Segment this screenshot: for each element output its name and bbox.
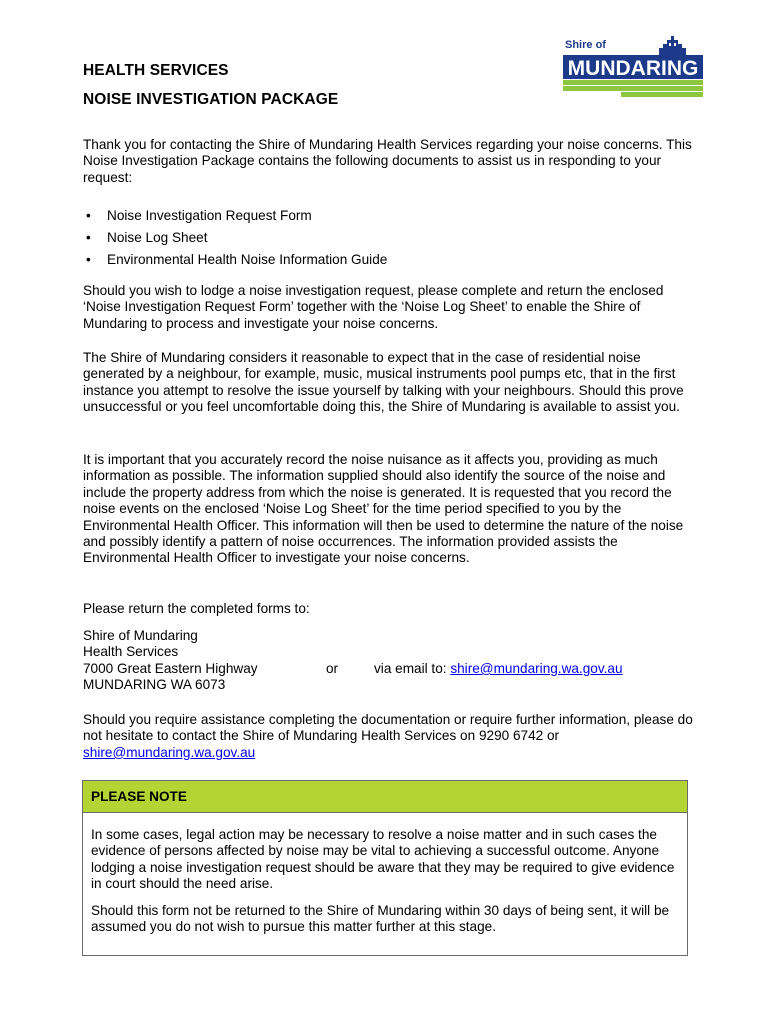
address-line: MUNDARING WA 6073 [83,677,226,693]
please-note-heading: PLEASE NOTE [83,781,687,813]
assistance-paragraph [83,712,703,761]
email-link[interactable]: shire@mundaring.wa.gov.au [450,661,623,676]
list-item [83,205,387,227]
note-paragraph: Should this form not be returned to the Shire of Mundaring within 30 days of being sent, it will be assumed you do not wish to pursue this matter further at this stage. [91,902,670,935]
please-note-box [82,780,688,956]
list-item-label: Noise Log Sheet [107,230,208,245]
email-link-contact[interactable]: shire@mundaring.wa.gov.au [83,744,256,760]
important-paragraph: It is important that you accurately record the noise nuisance as it affects you, providing as much information as possible. The information supplied should also identify the source of the noise and include the property address from which the noise is generated. It is requested that you record the noise events on the enclosed ‘Noise Log Sheet’ for the time period specified to you by the Environmental Health Officer. This information will then be used to determine the nature of the noise and possibly identify a pattern of noise occurrences. The information provided assists the Environmental Health Officer to investigate your noise concerns. [83,452,684,566]
bullet-icon: • [86,230,91,245]
shire-logo-graphic [563,34,703,100]
address-line: Health Services [83,644,179,660]
bullet-icon: • [86,252,91,267]
email-option [374,661,623,677]
shire-logo [563,34,703,100]
logo-line1: Shire of [565,39,606,51]
note-paragraph: In some cases, legal action may be necessary to resolve a noise matter and in such cases the evidence of persons affected by noise may be vital to achieving a successful outcome. Anyone lodging a noise investigation request should be aware that they may be required to give evidence in court should the need arise. [91,827,675,892]
assistance-text: Should you require assistance completing the documentation or require further information, please do not hesitate to contact the Shire of Mundaring Health Services on 9290 6742 or [83,712,693,744]
list-item-label: Environmental Health Noise Information Guide [107,252,388,267]
or-separator: or [326,661,339,676]
bullet-icon: • [86,208,91,223]
section-title: HEALTH SERVICES [83,62,229,79]
address-line: 7000 Great Eastern Highway [83,660,258,676]
return-instruction: Please return the completed forms to: [83,601,310,616]
lodge-paragraph: Should you wish to lodge a noise investigation request, please complete and return the enclosed ‘Noise Investigation Request Form’ together with the ‘Noise Log Sheet’ to enable the Shire of Mundaring to process and investigate your noise concerns. [83,283,664,331]
reasonable-paragraph: The Shire of Mundaring considers it reasonable to expect that in the case of residential noise generated by a neighbour, for example, music, musical instruments pool pumps etc, that in the first instance you attempt to resolve the issue yourself by talking with your neighbours. Should this prove unsuccessful or you feel uncomfortable doing this, the Shire of Mundaring is available to assist you. [83,350,684,415]
address-line: Shire of Mundaring [83,628,198,643]
logo-line2: MUNDARING [567,57,699,80]
list-item-label: Noise Investigation Request Form [107,208,312,223]
postal-address [83,628,258,694]
list-item [83,227,387,249]
via-email-label: via email to: [374,661,451,676]
please-note-body [91,827,676,945]
document-title: NOISE INVESTIGATION PACKAGE [83,91,339,108]
intro-paragraph: Thank you for contacting the Shire of Mundaring Health Services regarding your noise concerns. This Noise Investigation Package contains the following documents to assist us in responding to your request: [83,137,692,185]
list-item [83,249,387,271]
document-list [83,205,387,271]
